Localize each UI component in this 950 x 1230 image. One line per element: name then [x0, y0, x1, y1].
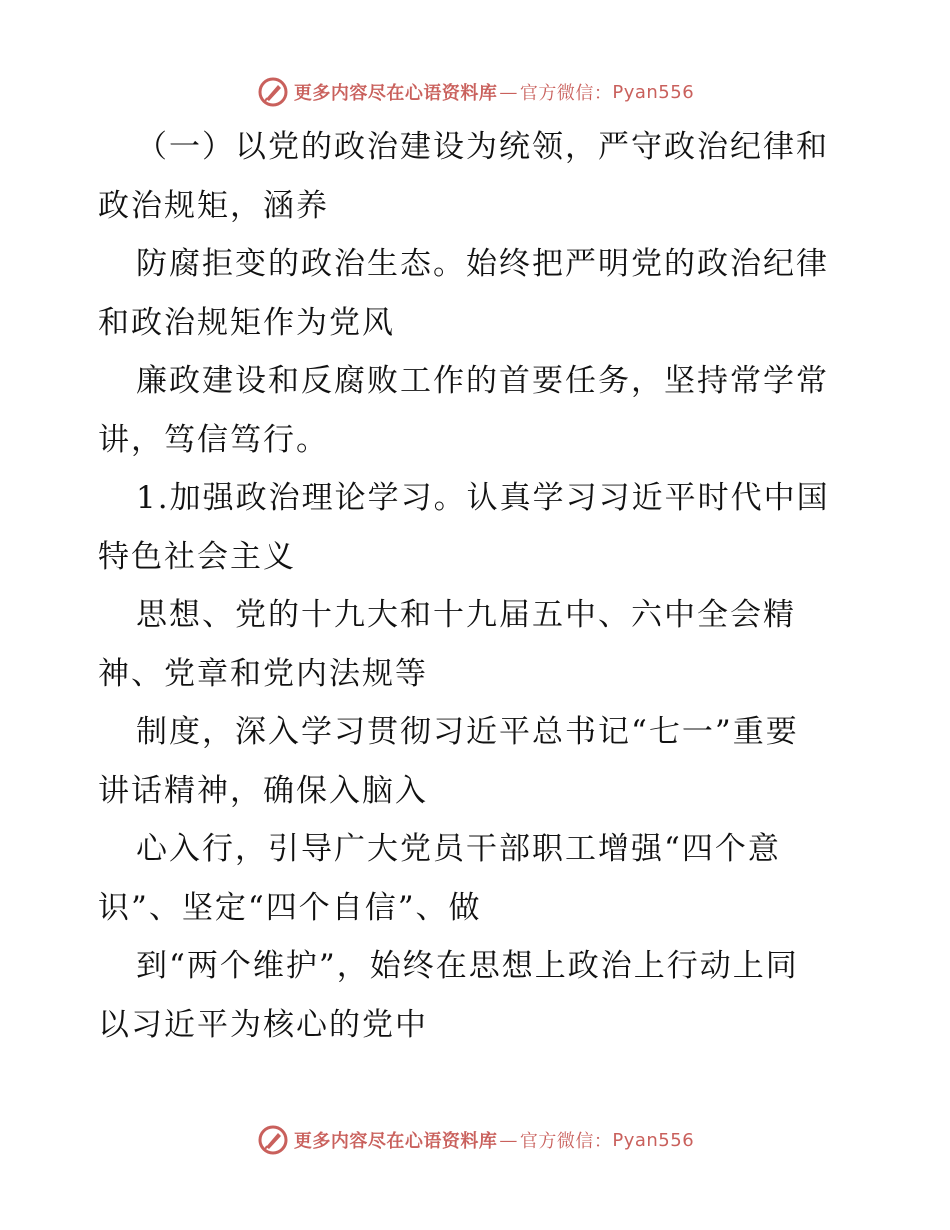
text-line: 心入行，引导广大党员干部职工增强“四个意: [136, 831, 781, 867]
text-line: 到“两个维护”，始终在思想上政治上行动上同: [136, 948, 799, 984]
footer-watermark: [0, 1120, 950, 1160]
text-line: 识”、坚定“四个自信”、做: [98, 889, 482, 926]
document-body: [98, 118, 858, 1054]
quill-logo-icon: [256, 1123, 290, 1157]
text-line: （一）以党的政治建设为统领，严守政治纪律和: [136, 129, 829, 165]
watermark-text: 更多内容尽在心语资料库: [293, 1131, 498, 1152]
text-line: 防腐拒变的政治生态。始终把严明党的政治纪律: [136, 246, 829, 282]
watermark-id: Pyan556: [612, 81, 695, 103]
text-line: 神、党章和党内法规等: [98, 655, 428, 692]
quill-logo-icon: [256, 75, 290, 109]
text-line: 制度，深入学习贯彻习近平总书记“七一”重要: [136, 714, 799, 750]
text-line: 思想、党的十九大和十九届五中、六中全会精: [136, 597, 796, 633]
text-line: 以习近平为核心的党中: [98, 1006, 428, 1043]
text-line: 政治规矩，涵养: [98, 187, 329, 224]
text-line: 特色社会主义: [98, 538, 296, 575]
header-watermark: [0, 72, 950, 112]
watermark-text: 更多内容尽在心语资料库: [293, 83, 498, 104]
watermark-suffix: 官方微信：: [519, 1131, 613, 1152]
watermark-suffix: 官方微信：: [519, 83, 613, 104]
text-line: 1.加强政治理论学习。认真学习习近平时代中国: [136, 480, 830, 516]
text-line: 讲，笃信笃行。: [98, 421, 329, 458]
text-line: 和政治规矩作为党风: [98, 304, 395, 341]
watermark-dash: —: [499, 1129, 518, 1151]
text-line: 廉政建设和反腐败工作的首要任务，坚持常学常: [136, 363, 829, 399]
watermark-id: Pyan556: [612, 1129, 695, 1151]
text-line: 讲话精神，确保入脑入: [98, 772, 428, 809]
watermark-dash: —: [499, 81, 518, 103]
